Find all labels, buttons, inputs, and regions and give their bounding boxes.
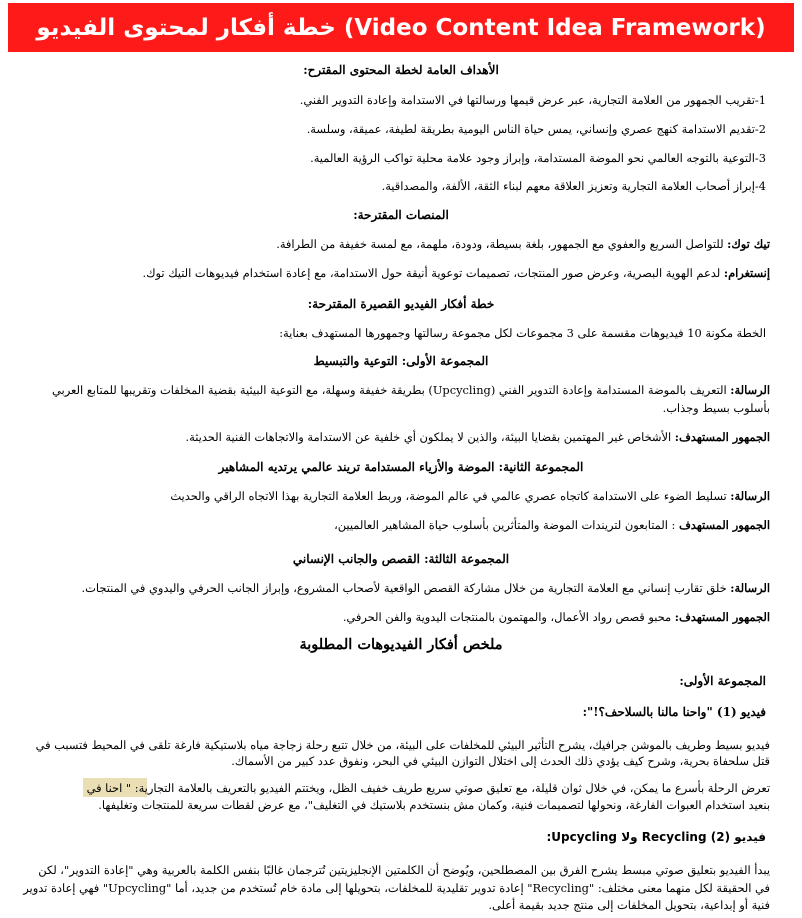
video-2-paragraph-line: في الحقيقة لكل منهما معنى مختلف: "Recycling" إعادة تدوير تقليدية للمخلفات، بتحويلها إلى مادة خام تُستخدم من جديد، أما "Upcycling" فهي إعادة تدوير bbox=[23, 881, 770, 895]
audience-label: الجمهور المستهدف: bbox=[674, 610, 770, 624]
group-message bbox=[170, 488, 770, 504]
message-label: الرسالة: bbox=[730, 489, 770, 503]
audience-label: الجمهور المستهدف: bbox=[674, 430, 770, 444]
title-banner bbox=[8, 3, 794, 52]
group-audience bbox=[343, 609, 770, 625]
document-title: خطة أفكار لمحتوى الفيديو (Video Content Idea Framework) bbox=[36, 14, 766, 41]
group-heading: المجموعة الأولى: التوعية والتبسيط bbox=[313, 354, 489, 368]
group-message-continued: بأسلوب بسيط وجذاب. bbox=[662, 401, 770, 415]
goal-item: 4-إبراز أصحاب العلامة التجارية وتعزيز العلاقة معهم لبناء الثقة، الألفة، والمصداقية. bbox=[381, 179, 766, 193]
platform-item-instagram bbox=[143, 265, 770, 281]
platforms-heading: المنصات المقترحة: bbox=[353, 208, 449, 222]
message-label: الرسالة: bbox=[730, 581, 770, 595]
platform-name: إنستغرام: bbox=[723, 266, 770, 280]
goal-item: 1-تقريب الجمهور من العلامة التجارية، عبر عرض قيمها ورسالتها في الاستدامة وإعادة التدوير الفني. bbox=[299, 93, 766, 107]
audience-text: الأشخاص غير المهتمين بقضايا البيئة، والذين لا يملكون أي خلفية عن الاستدامة والاتجاهات الفنية الحديثة. bbox=[185, 430, 675, 444]
platform-text: للتواصل السريع والعفوي مع الجمهور، بلغة بسيطة، ودودة، ملهمة، مع لمسة خفيفة من الطرافة. bbox=[276, 237, 728, 251]
video-2-paragraph-line: يبدأ الفيديو بتعليق صوتي مبسط يشرح الفرق بين المصطلحين، ويُوضح أن الكلمتين الإنجليزيتين تُترجمان غالبًا بنفس الكلمة بالعربية وهي "إعادة التدوير"، لكن bbox=[38, 863, 770, 877]
message-text: خلق تقارب إنساني مع العلامة التجارية من خلال مشاركة القصص الواقعية لأصحاب المشروع، وإبراز الجانب الحرفي واليدوي في المنتجات. bbox=[81, 581, 731, 595]
group-audience bbox=[185, 429, 770, 445]
video-1-paragraph-line: قتل سلحفاة بحرية، وشرح كيف يؤدي ذلك الحدث إلى اختلال التوازن البيئي في البحر، ونفوق عدد كبير من الأسماك. bbox=[231, 754, 770, 768]
short-plan-heading: خطة أفكار الفيديو القصيرة المقترحة: bbox=[307, 297, 495, 311]
video-1-paragraph-line: فيديو بسيط وطريف بالموشن جرافيك، يشرح التأثير البيئي للمخلفات على البيئة، من خلال تتبع رحلة زجاجة مياه بلاستيكية فارغة تلقى في المحيط فتسبب في bbox=[35, 738, 770, 752]
message-text: تسليط الضوء على الاستدامة كاتجاه عصري عالمي في عالم الموضة، وربط العلامة التجارية بهذا الاتجاه الراقي والحديث bbox=[170, 489, 731, 503]
platform-name: تيك توك: bbox=[727, 237, 770, 251]
audience-text: محبو قصص رواد الأعمال، والمهتمون بالمنتجات اليدوية والفن الحرفي. bbox=[342, 610, 675, 624]
video-1-title: فيديو (1) "واحنا مالنا بالسلاحف؟!": bbox=[582, 705, 766, 719]
video-2-title: فيديو (2) Recycling ولا Upcycling: bbox=[546, 830, 766, 844]
goal-item: 2-تقديم الاستدامة كنهج عصري وإنساني، يمس حياة الناس اليومية بطريقة لطيفة، عميقة، وسلسة. bbox=[306, 122, 766, 136]
group-heading: المجموعة الثالثة: القصص والجانب الإنساني bbox=[292, 552, 510, 566]
group-audience bbox=[334, 517, 770, 533]
platform-text: لدعم الهوية البصرية، وعرض صور المنتجات، تصميمات توعوية أنيقة حول الاستدامة، مع إعادة استخدام فيديوهات التيك توك. bbox=[142, 266, 724, 280]
video-2-paragraph-line: فنية أو إبداعية، بتحويل المخلفات إلى منتج جديد بقيمة أعلى. bbox=[488, 898, 770, 912]
group-message bbox=[52, 382, 770, 398]
audience-text: : المتابعون لتريندات الموضة والمتأثرين بأسلوب حياة المشاهير العالميين، bbox=[334, 518, 679, 532]
video-1-paragraph-line: تعرض الرحلة بأسرع ما يمكن، في خلال ثوان قليلة، مع تعليق صوتي سريع طريف خفيف الظل، ويختتم الفيديو بالتعريف بالعلامة التجارية: " احنا في bbox=[86, 781, 770, 795]
group-message bbox=[82, 580, 770, 596]
goal-item: 3-التوعية بالتوجه العالمي نحو الموضة المستدامة، وإبراز وجود علامة محلية تواكب الرؤية العالمية. bbox=[310, 151, 766, 165]
short-plan-intro: الخطة مكونة 10 فيديوهات مقسمة على 3 مجموعات لكل مجموعة رسالتها وجمهورها المستهدف بعناية: bbox=[279, 326, 766, 340]
message-text: التعريف بالموضة المستدامة وإعادة التدوير الفني (Upcycling) بطريقة خفيفة وسهلة، مع التوعية البيئية بقضية المخلفات وتقريبها للمتابع العربي bbox=[52, 383, 731, 397]
group-heading: المجموعة الثانية: الموضة والأزياء المستدامة تريند عالمي يرتديه المشاهير bbox=[218, 460, 584, 474]
message-label: الرسالة: bbox=[730, 383, 770, 397]
audience-label: الجمهور المستهدف bbox=[678, 518, 770, 532]
summary-group-label: المجموعة الأولى: bbox=[679, 674, 766, 688]
video-1-paragraph-line: بنعيد استخدام العبوات الفارغة، ونحولها لتصميمات فنية، وكمان مش بنستخدم بلاستيك في التغليف"، مع عرض لقطات سريعة للمنتجات وتغليفها. bbox=[98, 798, 770, 812]
platform-item-tiktok bbox=[276, 236, 770, 252]
goals-heading: الأهداف العامة لخطة المحتوى المقترح: bbox=[303, 63, 499, 77]
summary-heading: ملخص أفكار الفيديوهات المطلوبة bbox=[299, 636, 503, 653]
